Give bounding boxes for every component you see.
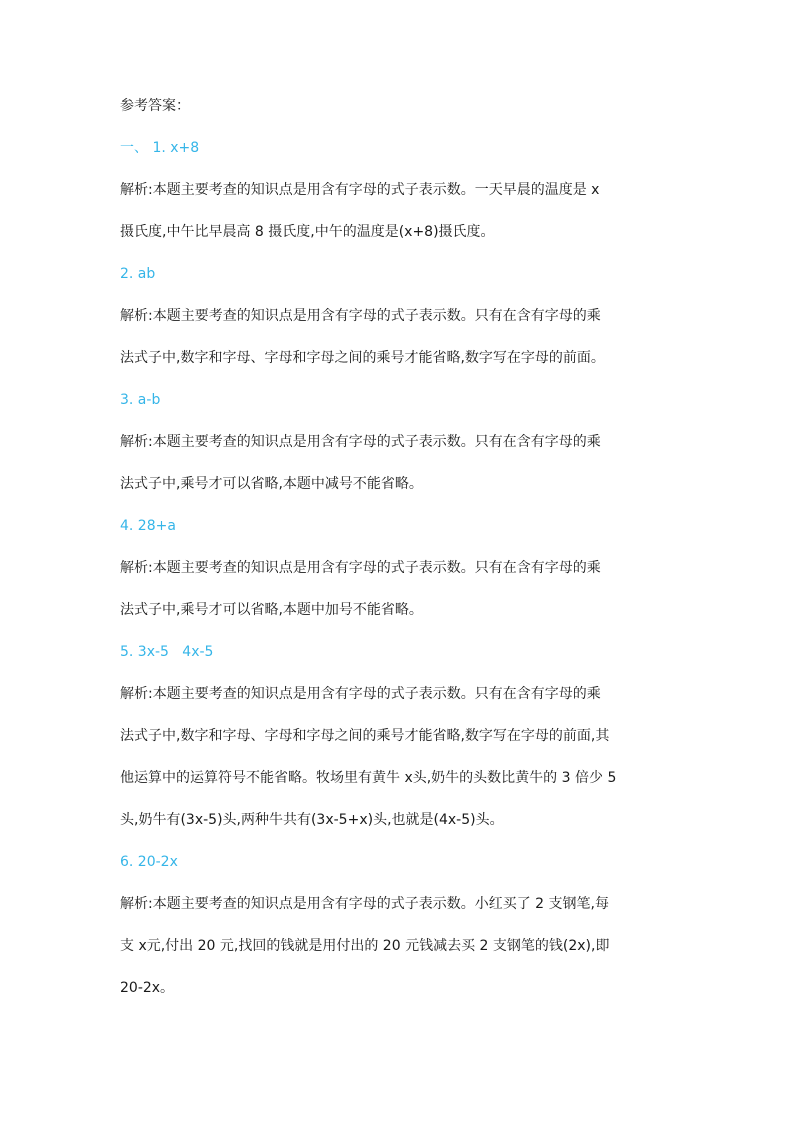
- answer-page: [120, 96, 680, 1020]
- explanation-5-line-4: 头,奶牛有(3x-5)头,两种牛共有(3x-5+x)头,也就是(4x-5)头。: [120, 812, 504, 828]
- answer-4: 4. 28+a: [120, 518, 176, 534]
- answer-6: 6. 20-2x: [120, 854, 178, 870]
- explanation-5-line-1: 解析:本题主要考查的知识点是用含有字母的式子表示数。只有在含有字母的乘: [120, 686, 601, 702]
- explanation-6-line-1: 解析:本题主要考查的知识点是用含有字母的式子表示数。小红买了 2 支钢笔,每: [120, 896, 609, 912]
- explanation-6-line-3: 20-2x。: [120, 980, 175, 996]
- answer-2: 2. ab: [120, 266, 156, 282]
- explanation-5-line-2: 法式子中,数字和字母、字母和字母之间的乘号才能省略,数字写在字母的前面,其: [120, 728, 610, 744]
- answer-1: 一、 1. x+8: [120, 140, 200, 156]
- page-heading: 参考答案：: [120, 98, 190, 114]
- explanation-1-line-1: 解析:本题主要考查的知识点是用含有字母的式子表示数。一天早晨的温度是 x: [120, 182, 600, 198]
- explanation-5-line-3: 他运算中的运算符号不能省略。牧场里有黄牛 x头,奶牛的头数比黄牛的 3 倍少 5: [120, 770, 617, 786]
- explanation-4-line-1: 解析:本题主要考查的知识点是用含有字母的式子表示数。只有在含有字母的乘: [120, 560, 601, 576]
- explanation-2-line-1: 解析:本题主要考查的知识点是用含有字母的式子表示数。只有在含有字母的乘: [120, 308, 601, 324]
- explanation-2-line-2: 法式子中,数字和字母、字母和字母之间的乘号才能省略,数字写在字母的前面。: [120, 350, 605, 366]
- explanation-3-line-2: 法式子中,乘号才可以省略,本题中减号不能省略。: [120, 476, 423, 492]
- answer-5: 5. 3x-5 4x-5: [120, 644, 214, 660]
- explanation-6-line-2: 支 x元,付出 20 元,找回的钱就是用付出的 20 元钱减去买 2 支钢笔的钱(2x),即: [120, 938, 610, 954]
- explanation-1-line-2: 摄氏度,中午比早晨高 8 摄氏度,中午的温度是(x+8)摄氏度。: [120, 224, 495, 240]
- answer-3: 3. a-b: [120, 392, 161, 408]
- explanation-4-line-2: 法式子中,乘号才可以省略,本题中加号不能省略。: [120, 602, 423, 618]
- explanation-3-line-1: 解析:本题主要考查的知识点是用含有字母的式子表示数。只有在含有字母的乘: [120, 434, 601, 450]
